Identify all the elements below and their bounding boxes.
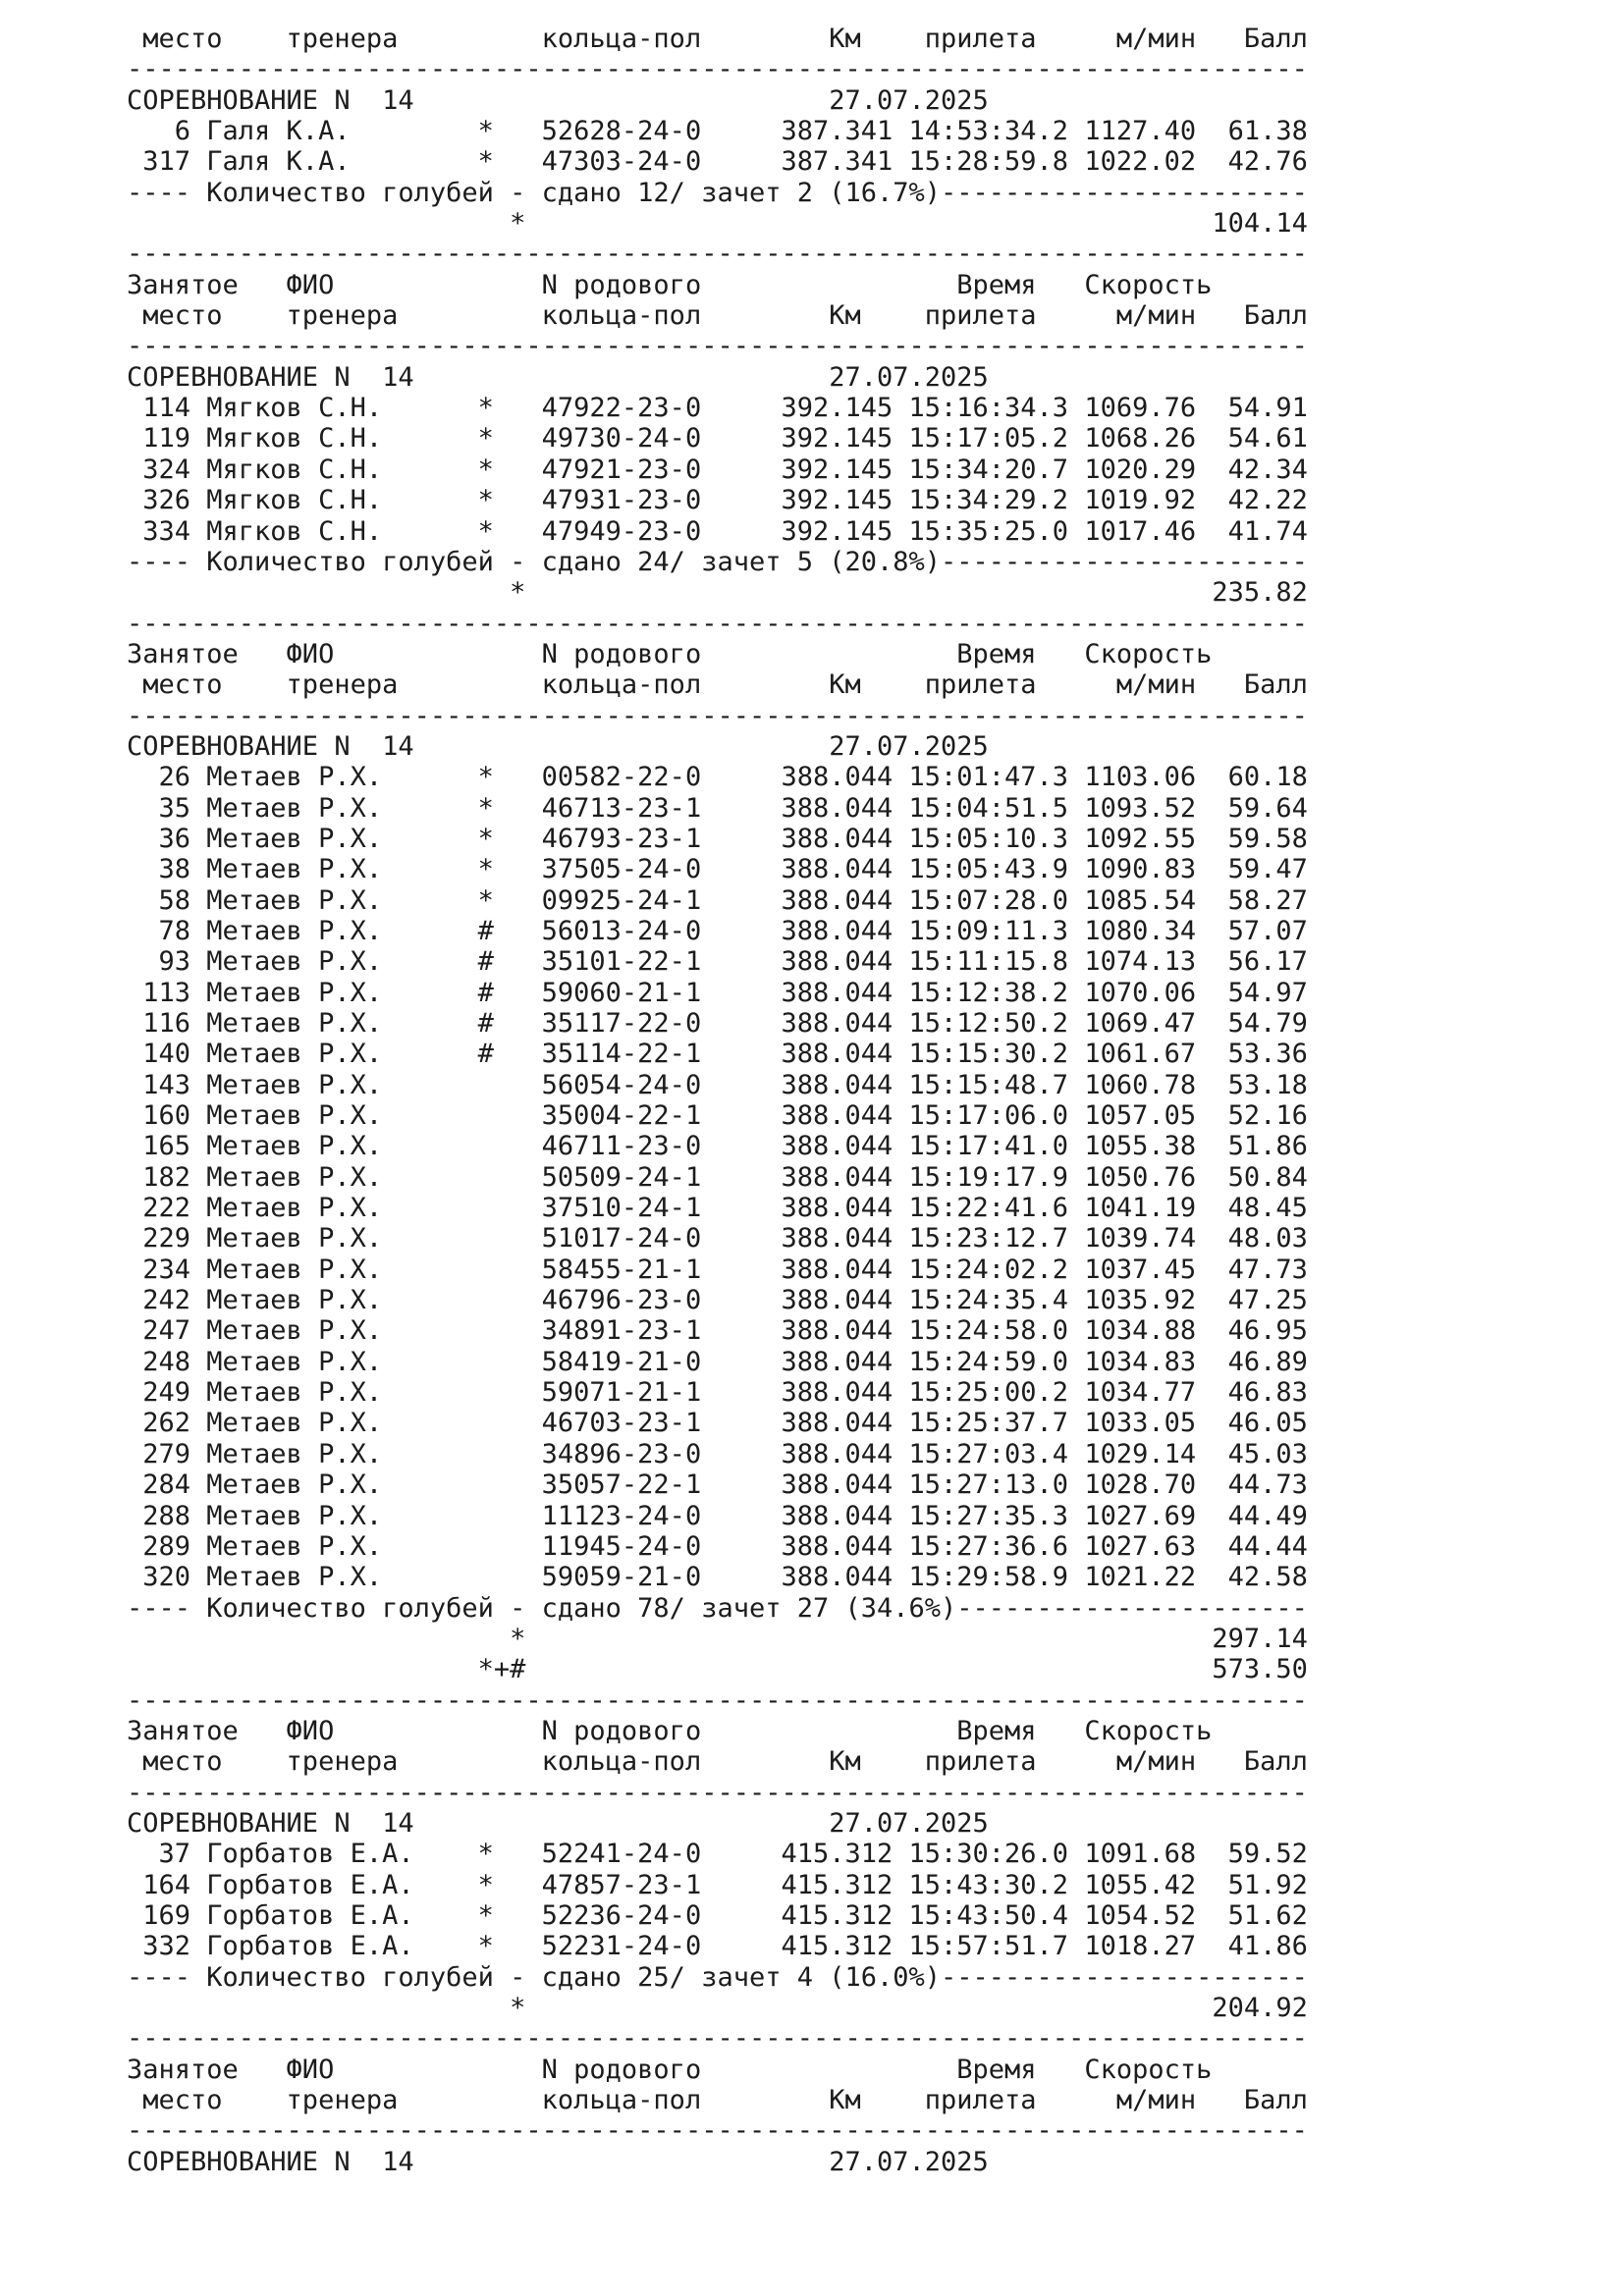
subtotal-line: * 204.92 xyxy=(127,1993,1308,2023)
result-row: 119 Мягков С.Н. * 49730-24-0 392.145 15:17:05.2 1068.26 54.61 xyxy=(127,423,1308,454)
result-row: 288 Метаев Р.Х. 11123-24-0 388.044 15:27:35.3 1027.69 44.49 xyxy=(127,1500,1308,1531)
results-header-line-2: место тренера кольца-пол Км прилета м/мин Балл xyxy=(127,669,1308,701)
subtotal-line: * 235.82 xyxy=(127,577,1308,609)
divider-line: -------------------------------------------------------------------------- xyxy=(127,608,1308,639)
pigeons-count-summary-line: ---- Количество голубей - сдано 78/ зачет 27 (34.6%)---------------------- xyxy=(127,1592,1308,1624)
result-row: 164 Горбатов Е.А. * 47857-23-1 415.312 15:43:30.2 1055.42 51.92 xyxy=(127,1869,1308,1900)
result-row: 284 Метаев Р.Х. 35057-22-1 388.044 15:27:13.0 1028.70 44.73 xyxy=(127,1469,1308,1501)
result-row: 165 Метаев Р.Х. 46711-23-0 388.044 15:17:41.0 1055.38 51.86 xyxy=(127,1131,1308,1162)
result-row: 182 Метаев Р.Х. 50509-24-1 388.044 15:19:17.9 1050.76 50.84 xyxy=(127,1161,1308,1193)
subtotal-line: *+# 573.50 xyxy=(127,1654,1308,1685)
results-header-line-2: место тренера кольца-пол Км прилета м/мин Балл xyxy=(127,24,1308,54)
competition-title-line: СОРЕВНОВАНИЕ N 14 27.07.2025 xyxy=(127,2146,1308,2177)
divider-line: -------------------------------------------------------------------------- xyxy=(127,1684,1308,1716)
result-row: 78 Метаев Р.Х. # 56013-24-0 388.044 15:09:11.3 1080.34 57.07 xyxy=(127,915,1308,946)
result-row: 326 Мягков С.Н. * 47931-23-0 392.145 15:34:29.2 1019.92 42.22 xyxy=(127,485,1308,516)
divider-line: -------------------------------------------------------------------------- xyxy=(127,54,1308,85)
competition-title-line: СОРЕВНОВАНИЕ N 14 27.07.2025 xyxy=(127,361,1308,393)
divider-line: -------------------------------------------------------------------------- xyxy=(127,700,1308,731)
result-row: 247 Метаев Р.Х. 34891-23-1 388.044 15:24:58.0 1034.88 46.95 xyxy=(127,1315,1308,1347)
results-header-line-2: место тренера кольца-пол Км прилета м/мин Балл xyxy=(127,300,1308,332)
result-row: 160 Метаев Р.Х. 35004-22-1 388.044 15:17:06.0 1057.05 52.16 xyxy=(127,1100,1308,1132)
result-row: 234 Метаев Р.Х. 58455-21-1 388.044 15:24:02.2 1037.45 47.73 xyxy=(127,1254,1308,1285)
divider-line: -------------------------------------------------------------------------- xyxy=(127,239,1308,270)
pigeons-count-summary-line: ---- Количество голубей - сдано 25/ зачет 4 (16.0%)----------------------- xyxy=(127,1961,1308,1993)
result-row: 242 Метаев Р.Х. 46796-23-0 388.044 15:24:35.4 1035.92 47.25 xyxy=(127,1285,1308,1316)
results-header-line-1: Занятое ФИО N родового Время Скорость xyxy=(127,269,1308,300)
result-row: 262 Метаев Р.Х. 46703-23-1 388.044 15:25:37.7 1033.05 46.05 xyxy=(127,1408,1308,1439)
result-row: 140 Метаев Р.Х. # 35114-22-1 388.044 15:15:30.2 1061.67 53.36 xyxy=(127,1039,1308,1070)
subtotal-line: * 104.14 xyxy=(127,208,1308,240)
divider-line: -------------------------------------------------------------------------- xyxy=(127,2115,1308,2147)
results-header-line-2: место тренера кольца-пол Км прилета м/мин Балл xyxy=(127,2085,1308,2116)
result-row: 113 Метаев Р.Х. # 59060-21-1 388.044 15:12:38.2 1070.06 54.97 xyxy=(127,977,1308,1008)
result-row: 114 Мягков С.Н. * 47922-23-0 392.145 15:16:34.3 1069.76 54.91 xyxy=(127,393,1308,424)
result-row: 222 Метаев Р.Х. 37510-24-1 388.044 15:22:41.6 1041.19 48.45 xyxy=(127,1193,1308,1224)
result-row: 93 Метаев Р.Х. # 35101-22-1 388.044 15:11:15.8 1074.13 56.17 xyxy=(127,946,1308,978)
result-row: 37 Горбатов Е.А. * 52241-24-0 415.312 15:30:26.0 1091.68 59.52 xyxy=(127,1839,1308,1870)
results-header-line-1: Занятое ФИО N родового Время Скорость xyxy=(127,1715,1308,1746)
result-row: 279 Метаев Р.Х. 34896-23-0 388.044 15:27:03.4 1029.14 45.03 xyxy=(127,1438,1308,1469)
result-row: 289 Метаев Р.Х. 11945-24-0 388.044 15:27:36.6 1027.63 44.44 xyxy=(127,1530,1308,1562)
result-row: 229 Метаев Р.Х. 51017-24-0 388.044 15:23:12.7 1039.74 48.03 xyxy=(127,1223,1308,1255)
divider-line: -------------------------------------------------------------------------- xyxy=(127,331,1308,362)
competition-title-line: СОРЕВНОВАНИЕ N 14 27.07.2025 xyxy=(127,1807,1308,1839)
result-row: 35 Метаев Р.Х. * 46713-23-1 388.044 15:04:51.5 1093.52 59.64 xyxy=(127,792,1308,824)
result-row: 26 Метаев Р.Х. * 00582-22-0 388.044 15:01:47.3 1103.06 60.18 xyxy=(127,762,1308,793)
result-row: 324 Мягков С.Н. * 47921-23-0 392.145 15:34:20.7 1020.29 42.34 xyxy=(127,454,1308,485)
result-row: 116 Метаев Р.Х. # 35117-22-0 388.044 15:12:50.2 1069.47 54.79 xyxy=(127,1008,1308,1039)
competition-title-line: СОРЕВНОВАНИЕ N 14 27.07.2025 xyxy=(127,84,1308,116)
result-row: 169 Горбатов Е.А. * 52236-24-0 415.312 15:43:50.4 1054.52 51.62 xyxy=(127,1899,1308,1931)
subtotal-line: * 297.14 xyxy=(127,1623,1308,1654)
result-row: 6 Галя К.А. * 52628-24-0 387.341 14:53:34.2 1127.40 61.38 xyxy=(127,116,1308,147)
result-row: 249 Метаев Р.Х. 59071-21-1 388.044 15:25:00.2 1034.77 46.83 xyxy=(127,1377,1308,1409)
result-row: 317 Галя К.А. * 47303-24-0 387.341 15:28:59.8 1022.02 42.76 xyxy=(127,146,1308,178)
results-header-line-1: Занятое ФИО N родового Время Скорость xyxy=(127,2054,1308,2085)
divider-line: -------------------------------------------------------------------------- xyxy=(127,1777,1308,1808)
pigeons-count-summary-line: ---- Количество голубей - сдано 12/ зачет 2 (16.7%)----------------------- xyxy=(127,177,1308,208)
pigeon-race-results-report xyxy=(127,24,1308,2177)
results-header-line-2: место тренера кольца-пол Км прилета м/мин Балл xyxy=(127,1746,1308,1778)
result-row: 320 Метаев Р.Х. 59059-21-0 388.044 15:29:58.9 1021.22 42.58 xyxy=(127,1562,1308,1593)
result-row: 248 Метаев Р.Х. 58419-21-0 388.044 15:24:59.0 1034.83 46.89 xyxy=(127,1346,1308,1377)
result-row: 332 Горбатов Е.А. * 52231-24-0 415.312 15:57:51.7 1018.27 41.86 xyxy=(127,1931,1308,1962)
result-row: 36 Метаев Р.Х. * 46793-23-1 388.044 15:05:10.3 1092.55 59.58 xyxy=(127,823,1308,854)
divider-line: -------------------------------------------------------------------------- xyxy=(127,2023,1308,2055)
result-row: 58 Метаев Р.Х. * 09925-24-1 388.044 15:07:28.0 1085.54 58.27 xyxy=(127,884,1308,916)
result-row: 143 Метаев Р.Х. 56054-24-0 388.044 15:15:48.7 1060.78 53.18 xyxy=(127,1069,1308,1100)
result-row: 38 Метаев Р.Х. * 37505-24-0 388.044 15:05:43.9 1090.83 59.47 xyxy=(127,854,1308,885)
result-row: 334 Мягков С.Н. * 47949-23-0 392.145 15:35:25.0 1017.46 41.74 xyxy=(127,515,1308,547)
competition-title-line: СОРЕВНОВАНИЕ N 14 27.07.2025 xyxy=(127,730,1308,762)
results-header-line-1: Занятое ФИО N родового Время Скорость xyxy=(127,638,1308,669)
pigeons-count-summary-line: ---- Количество голубей - сдано 24/ зачет 5 (20.8%)----------------------- xyxy=(127,546,1308,577)
